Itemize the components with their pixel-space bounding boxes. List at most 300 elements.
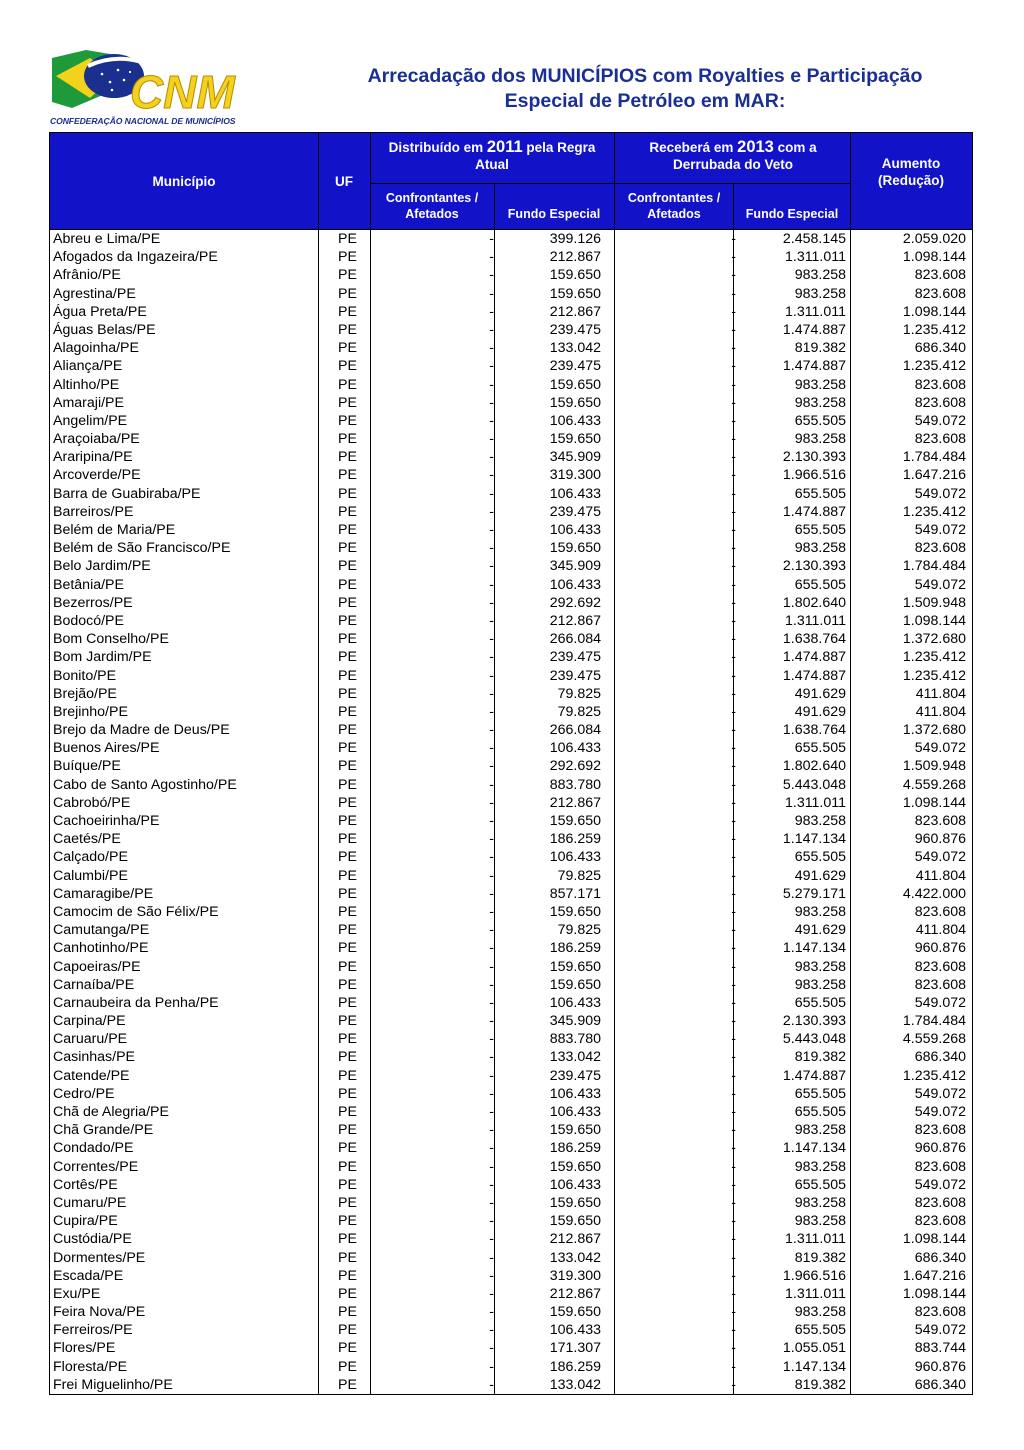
fundo-2013-cell: 655.505: [794, 994, 846, 1011]
fundo-2013-cell: 1.311.011: [784, 1231, 846, 1248]
municipio-cell: Exu/PE: [53, 1285, 101, 1302]
confrontantes-2013-cell: -: [731, 1049, 736, 1066]
aumento-cell: 823.608: [914, 540, 966, 557]
municipio-cell: Catende/PE: [53, 1067, 130, 1084]
confrontantes-2011-cell: -: [489, 1267, 494, 1284]
header-municipio: Município: [152, 173, 216, 189]
fundo-2013-cell: 1.474.887: [782, 358, 846, 375]
municipio-cell: Belém de Maria/PE: [53, 522, 176, 538]
fundo-2013-cell: 1.147.134: [782, 940, 846, 957]
table-row: [50, 958, 972, 976]
uf-cell: PE: [338, 303, 357, 320]
aumento-cell: 883.744: [914, 1340, 966, 1357]
table-row: [50, 266, 972, 284]
municipio-cell: Agrestina/PE: [53, 285, 136, 302]
aumento-cell: 411.804: [915, 922, 966, 939]
header-aumento: Aumento (Redução): [877, 156, 944, 188]
confrontantes-2011-cell: -: [489, 231, 494, 247]
header-confrontantes-2013: Confrontantes / Afetados: [627, 191, 721, 221]
table-row: [50, 976, 972, 994]
fundo-2011-cell: 319.300: [549, 467, 601, 484]
confrontantes-2013-cell: -: [731, 340, 736, 357]
confrontantes-2011-cell: -: [489, 740, 494, 757]
table-row: [50, 248, 972, 266]
fundo-2011-cell: 79.825: [557, 703, 601, 720]
confrontantes-2013-cell: -: [731, 612, 736, 629]
table-row: [50, 1339, 972, 1357]
fundo-2013-cell: 1.638.764: [782, 722, 846, 739]
aumento-cell: 4.559.268: [902, 1031, 966, 1048]
uf-cell: PE: [338, 685, 357, 702]
fundo-2011-cell: 292.692: [549, 758, 601, 775]
header-fundo-2011: Fundo Especial: [507, 207, 601, 221]
cnm-logo: [50, 46, 254, 130]
fundo-2011-cell: 239.475: [549, 358, 601, 375]
municipio-cell: Feira Nova/PE: [53, 1304, 146, 1321]
uf-cell: PE: [338, 1376, 357, 1393]
municipio-cell: Cabrobó/PE: [53, 794, 131, 811]
table-row: [50, 921, 972, 939]
confrontantes-2011-cell: -: [489, 1013, 494, 1030]
fundo-2013-cell: 655.505: [794, 1176, 846, 1193]
municipio-cell: Araçoiaba/PE: [53, 431, 140, 448]
fundo-2011-cell: 159.650: [549, 394, 601, 411]
fundo-2011-cell: 106.433: [549, 1176, 601, 1193]
fundo-2011-cell: 133.042: [549, 1249, 601, 1266]
aumento-cell: 1.098.144: [902, 303, 966, 320]
municipio-cell: Bonito/PE: [53, 667, 117, 684]
municipio-cell: Afrânio/PE: [53, 267, 121, 284]
municipio-cell: Cabo de Santo Agostinho/PE: [53, 776, 237, 793]
uf-cell: PE: [338, 1340, 357, 1357]
fundo-2013-cell: 983.258: [794, 813, 846, 829]
confrontantes-2011-cell: -: [489, 1231, 494, 1248]
aumento-cell: 411.804: [915, 685, 966, 702]
fundo-2013-cell: 655.505: [794, 576, 846, 593]
municipio-cell: Bodocó/PE: [53, 612, 124, 629]
fundo-2011-cell: 239.475: [549, 1067, 601, 1084]
table-row: [50, 885, 972, 903]
aumento-cell: 1.509.948: [902, 594, 966, 611]
fundo-2011-cell: 212.867: [549, 303, 601, 320]
uf-cell: PE: [338, 285, 357, 302]
aumento-cell: 686.340: [914, 1049, 966, 1066]
municipio-cell: Cachoeirinha/PE: [53, 813, 160, 829]
aumento-cell: 960.876: [914, 1358, 966, 1375]
confrontantes-2013-cell: -: [731, 1194, 736, 1211]
table-row: [50, 739, 972, 757]
municipio-cell: Bom Conselho/PE: [53, 631, 169, 648]
confrontantes-2011-cell: -: [489, 303, 494, 320]
fundo-2011-cell: 106.433: [549, 576, 601, 593]
uf-cell: PE: [338, 431, 357, 448]
municipio-cell: Araripina/PE: [53, 449, 133, 466]
table-row: [50, 721, 972, 739]
aumento-cell: 1.784.484: [902, 558, 966, 575]
fundo-2011-cell: 857.171: [549, 885, 601, 902]
aumento-cell: 549.072: [914, 740, 966, 757]
uf-cell: PE: [338, 249, 357, 266]
uf-cell: PE: [338, 449, 357, 466]
confrontantes-2011-cell: -: [489, 1340, 494, 1357]
confrontantes-2011-cell: -: [489, 1304, 494, 1321]
confrontantes-2011-cell: -: [489, 631, 494, 648]
fundo-2011-cell: 159.650: [549, 431, 601, 448]
municipio-cell: Chã Grande/PE: [53, 1122, 154, 1139]
fundo-2011-cell: 106.433: [549, 412, 601, 429]
aumento-cell: 823.608: [914, 1304, 966, 1321]
confrontantes-2011-cell: -: [489, 321, 494, 338]
fundo-2011-cell: 212.867: [549, 249, 601, 266]
aumento-cell: 1.235.412: [902, 1067, 966, 1084]
confrontantes-2013-cell: -: [731, 1176, 736, 1193]
uf-cell: PE: [338, 1085, 357, 1102]
fundo-2013-cell: 655.505: [794, 412, 846, 429]
confrontantes-2011-cell: -: [489, 1085, 494, 1102]
table-row: [50, 539, 972, 557]
uf-cell: PE: [338, 412, 357, 429]
confrontantes-2013-cell: -: [731, 412, 736, 429]
fundo-2013-cell: 655.505: [794, 740, 846, 757]
uf-cell: PE: [338, 958, 357, 975]
table-row: [50, 903, 972, 921]
uf-cell: PE: [338, 1104, 357, 1120]
fundo-2013-cell: 491.629: [794, 685, 846, 702]
table-row: [50, 412, 972, 430]
confrontantes-2011-cell: -: [489, 340, 494, 357]
uf-cell: PE: [338, 321, 357, 338]
aumento-cell: 1.098.144: [902, 1285, 966, 1302]
confrontantes-2013-cell: -: [731, 903, 736, 920]
aumento-cell: 549.072: [914, 485, 966, 502]
fundo-2013-cell: 2.130.393: [782, 449, 846, 466]
table-row: [50, 1121, 972, 1139]
confrontantes-2011-cell: -: [489, 849, 494, 866]
fundo-2013-cell: 2.458.145: [782, 231, 846, 247]
confrontantes-2011-cell: -: [489, 358, 494, 375]
table-row: [50, 648, 972, 666]
uf-cell: PE: [338, 1304, 357, 1321]
municipio-cell: Bezerros/PE: [53, 594, 133, 611]
table-row: [50, 630, 972, 648]
aumento-cell: 1.647.216: [902, 1267, 966, 1284]
municipio-cell: Buenos Aires/PE: [53, 740, 160, 757]
confrontantes-2013-cell: -: [731, 1140, 736, 1157]
confrontantes-2011-cell: -: [489, 1322, 494, 1339]
fundo-2011-cell: 106.433: [549, 522, 601, 538]
confrontantes-2011-cell: -: [489, 522, 494, 538]
confrontantes-2013-cell: -: [731, 285, 736, 302]
uf-cell: PE: [338, 1194, 357, 1211]
confrontantes-2013-cell: -: [731, 1249, 736, 1266]
fundo-2013-cell: 1.311.011: [784, 1285, 846, 1302]
title-line-2: Especial de Petróleo em MAR:: [504, 90, 786, 112]
municipio-cell: Abreu e Lima/PE: [53, 231, 161, 247]
confrontantes-2013-cell: -: [731, 594, 736, 611]
fundo-2011-cell: 883.780: [549, 1031, 601, 1048]
aumento-cell: 549.072: [914, 849, 966, 866]
fundo-2013-cell: 983.258: [794, 376, 846, 393]
municipio-cell: Calçado/PE: [53, 849, 128, 866]
table-row: [50, 703, 972, 721]
fundo-2013-cell: 1.966.516: [782, 1267, 846, 1284]
aumento-cell: 549.072: [914, 1104, 966, 1120]
confrontantes-2013-cell: -: [731, 394, 736, 411]
municipio-cell: Cupira/PE: [53, 1213, 118, 1230]
fundo-2013-cell: 983.258: [794, 903, 846, 920]
confrontantes-2013-cell: -: [731, 776, 736, 793]
aumento-cell: 1.235.412: [902, 649, 966, 666]
confrontantes-2011-cell: -: [489, 503, 494, 520]
municipio-cell: Carnaubeira da Penha/PE: [53, 994, 219, 1011]
aumento-cell: 1.235.412: [902, 321, 966, 338]
aumento-cell: 549.072: [914, 576, 966, 593]
uf-cell: PE: [338, 1249, 357, 1266]
uf-cell: PE: [338, 667, 357, 684]
table-row: [50, 757, 972, 775]
fundo-2013-cell: 1.147.134: [782, 1358, 846, 1375]
uf-cell: PE: [338, 503, 357, 520]
municipio-cell: Cortês/PE: [53, 1176, 118, 1193]
uf-cell: PE: [338, 358, 357, 375]
municipio-cell: Brejo da Madre de Deus/PE: [53, 722, 230, 739]
page-title: [300, 64, 990, 114]
confrontantes-2013-cell: -: [731, 467, 736, 484]
fundo-2013-cell: 1.474.887: [782, 503, 846, 520]
table-row: [50, 1285, 972, 1303]
confrontantes-2013-cell: -: [731, 976, 736, 993]
fundo-2011-cell: 159.650: [549, 285, 601, 302]
uf-cell: PE: [338, 867, 357, 884]
uf-cell: PE: [338, 1140, 357, 1157]
fundo-2013-cell: 983.258: [794, 285, 846, 302]
fundo-2013-cell: 983.258: [794, 540, 846, 557]
fundo-2013-cell: 1.311.011: [784, 794, 846, 811]
municipio-cell: Bom Jardim/PE: [53, 649, 152, 666]
aumento-cell: 823.608: [914, 1158, 966, 1175]
uf-cell: PE: [338, 522, 357, 538]
confrontantes-2011-cell: -: [489, 1140, 494, 1157]
fundo-2013-cell: 819.382: [794, 340, 846, 357]
uf-cell: PE: [338, 576, 357, 593]
confrontantes-2011-cell: -: [489, 885, 494, 902]
confrontantes-2011-cell: -: [489, 1285, 494, 1302]
confrontantes-2011-cell: -: [489, 1104, 494, 1120]
fundo-2013-cell: 655.505: [794, 849, 846, 866]
uf-cell: PE: [338, 1213, 357, 1230]
table-row: [50, 448, 972, 466]
uf-cell: PE: [338, 376, 357, 393]
fundo-2013-cell: 2.130.393: [782, 558, 846, 575]
table-row: [50, 1085, 972, 1103]
confrontantes-2011-cell: -: [489, 249, 494, 266]
table-row: [50, 1103, 972, 1121]
fundo-2011-cell: 106.433: [549, 849, 601, 866]
table-row: [50, 1176, 972, 1194]
confrontantes-2011-cell: -: [489, 376, 494, 393]
uf-cell: PE: [338, 1176, 357, 1193]
table-row: [50, 503, 972, 521]
table-row: [50, 357, 972, 375]
table-row: [50, 394, 972, 412]
fundo-2013-cell: 983.258: [794, 1304, 846, 1321]
uf-cell: PE: [338, 849, 357, 866]
confrontantes-2011-cell: -: [489, 1158, 494, 1175]
fundo-2013-cell: 819.382: [794, 1376, 846, 1393]
table-row: [50, 1230, 972, 1248]
municipio-cell: Barra de Guabiraba/PE: [53, 485, 201, 502]
aumento-cell: 411.804: [915, 703, 966, 720]
fundo-2011-cell: 159.650: [549, 267, 601, 284]
fundo-2011-cell: 345.909: [549, 449, 601, 466]
confrontantes-2013-cell: -: [731, 940, 736, 957]
aumento-cell: 823.608: [914, 285, 966, 302]
municipio-cell: Correntes/PE: [53, 1158, 139, 1175]
confrontantes-2011-cell: -: [489, 685, 494, 702]
uf-cell: PE: [338, 703, 357, 720]
uf-cell: PE: [338, 485, 357, 502]
aumento-cell: 823.608: [914, 1213, 966, 1230]
confrontantes-2011-cell: -: [489, 594, 494, 611]
table-row: [50, 1012, 972, 1030]
table-row: [50, 376, 972, 394]
uf-cell: PE: [338, 1122, 357, 1139]
fundo-2011-cell: 883.780: [549, 776, 601, 793]
uf-cell: PE: [338, 758, 357, 775]
confrontantes-2011-cell: -: [489, 485, 494, 502]
fundo-2011-cell: 106.433: [549, 485, 601, 502]
aumento-cell: 960.876: [914, 1140, 966, 1157]
table-row: [50, 339, 972, 357]
municipio-cell: Carnaíba/PE: [53, 976, 135, 993]
fundo-2013-cell: 1.147.134: [782, 1140, 846, 1157]
fundo-2013-cell: 983.258: [794, 976, 846, 993]
uf-cell: PE: [338, 394, 357, 411]
fundo-2011-cell: 186.259: [549, 831, 601, 848]
fundo-2013-cell: 1.311.011: [784, 612, 846, 629]
aumento-cell: 823.608: [914, 1122, 966, 1139]
aumento-cell: 823.608: [914, 813, 966, 829]
fundo-2013-cell: 1.474.887: [782, 667, 846, 684]
table-row: [50, 1303, 972, 1321]
uf-cell: PE: [338, 831, 357, 848]
fundo-2011-cell: 106.433: [549, 740, 601, 757]
aumento-cell: 823.608: [914, 267, 966, 284]
municipio-cell: Ferreiros/PE: [53, 1322, 133, 1339]
uf-cell: PE: [338, 1067, 357, 1084]
confrontantes-2011-cell: -: [489, 285, 494, 302]
fundo-2011-cell: 266.084: [549, 722, 601, 739]
fundo-2011-cell: 133.042: [549, 340, 601, 357]
confrontantes-2011-cell: -: [489, 794, 494, 811]
municipio-cell: Brejão/PE: [53, 685, 117, 702]
table-row: [50, 1376, 972, 1394]
table-row: [50, 794, 972, 812]
confrontantes-2013-cell: -: [731, 1285, 736, 1302]
confrontantes-2011-cell: -: [489, 1122, 494, 1139]
aumento-cell: 823.608: [914, 958, 966, 975]
fundo-2011-cell: 186.259: [549, 940, 601, 957]
logo-caption: CONFEDERAÇÃO NACIONAL DE MUNICÍPIOS: [50, 116, 236, 126]
confrontantes-2013-cell: -: [731, 631, 736, 648]
table-body: [49, 230, 973, 1395]
uf-cell: PE: [338, 558, 357, 575]
confrontantes-2013-cell: -: [731, 758, 736, 775]
table-row: [50, 321, 972, 339]
confrontantes-2013-cell: -: [731, 922, 736, 939]
fundo-2013-cell: 983.258: [794, 1194, 846, 1211]
table-row: [50, 230, 972, 248]
table-row: [50, 1139, 972, 1157]
confrontantes-2011-cell: -: [489, 667, 494, 684]
uf-cell: PE: [338, 994, 357, 1011]
table-row: [50, 1048, 972, 1066]
fundo-2011-cell: 239.475: [549, 503, 601, 520]
fundo-2011-cell: 212.867: [549, 794, 601, 811]
uf-cell: PE: [338, 922, 357, 939]
table-row: [50, 1030, 972, 1048]
fundo-2013-cell: 1.147.134: [782, 831, 846, 848]
fundo-2011-cell: 159.650: [549, 813, 601, 829]
confrontantes-2013-cell: -: [731, 1213, 736, 1230]
table-row: [50, 521, 972, 539]
aumento-cell: 1.372.680: [902, 722, 966, 739]
uf-cell: PE: [338, 594, 357, 611]
confrontantes-2013-cell: -: [731, 1322, 736, 1339]
fundo-2013-cell: 983.258: [794, 394, 846, 411]
aumento-cell: 1.784.484: [902, 449, 966, 466]
header-confrontantes-2011: Confrontantes / Afetados: [385, 191, 479, 221]
confrontantes-2013-cell: -: [731, 321, 736, 338]
confrontantes-2013-cell: -: [731, 1122, 736, 1139]
confrontantes-2011-cell: -: [489, 813, 494, 829]
fundo-2011-cell: 159.650: [549, 903, 601, 920]
fundo-2011-cell: 159.650: [549, 540, 601, 557]
municipio-cell: Carpina/PE: [53, 1013, 126, 1030]
municipio-cell: Caetés/PE: [53, 831, 121, 848]
aumento-cell: 1.509.948: [902, 758, 966, 775]
uf-cell: PE: [338, 1031, 357, 1048]
table-header: [49, 132, 973, 230]
uf-cell: PE: [338, 267, 357, 284]
fundo-2011-cell: 239.475: [549, 667, 601, 684]
aumento-cell: 823.608: [914, 1194, 966, 1211]
confrontantes-2011-cell: -: [489, 1176, 494, 1193]
table-row: [50, 685, 972, 703]
aumento-cell: 2.059.020: [902, 231, 966, 247]
table-row: [50, 1194, 972, 1212]
table-row: [50, 485, 972, 503]
header-fundo-2013: Fundo Especial: [745, 207, 839, 221]
table-row: [50, 576, 972, 594]
fundo-2011-cell: 106.433: [549, 994, 601, 1011]
table-row: [50, 1067, 972, 1085]
municipio-cell: Dormentes/PE: [53, 1249, 146, 1266]
municipio-cell: Floresta/PE: [53, 1358, 128, 1375]
confrontantes-2011-cell: -: [489, 576, 494, 593]
fundo-2011-cell: 266.084: [549, 631, 601, 648]
table-row: [50, 1267, 972, 1285]
aumento-cell: 4.422.000: [902, 885, 966, 902]
aumento-cell: 549.072: [914, 1085, 966, 1102]
confrontantes-2013-cell: -: [731, 649, 736, 666]
municipio-cell: Altinho/PE: [53, 376, 120, 393]
confrontantes-2013-cell: -: [731, 1304, 736, 1321]
fundo-2013-cell: 983.258: [794, 431, 846, 448]
confrontantes-2013-cell: -: [731, 485, 736, 502]
fundo-2013-cell: 655.505: [794, 1104, 846, 1120]
confrontantes-2011-cell: -: [489, 267, 494, 284]
